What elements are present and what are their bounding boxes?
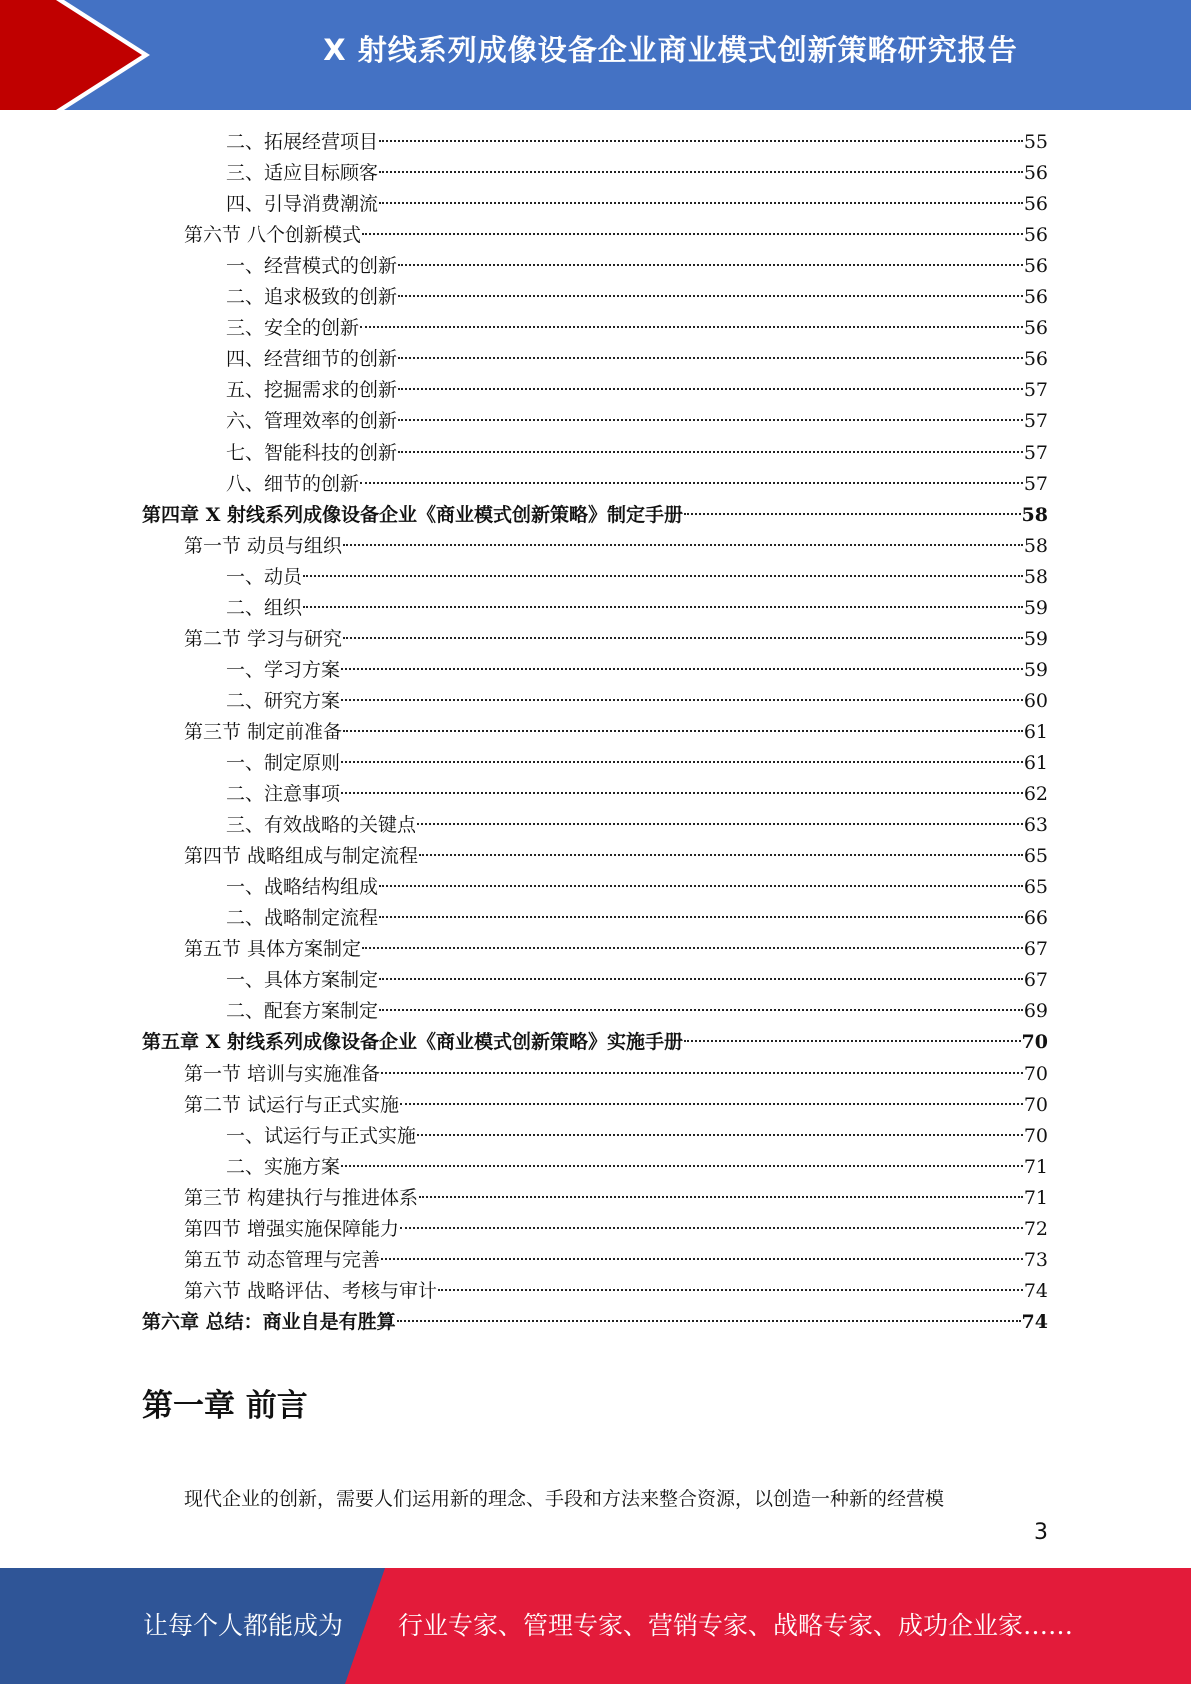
toc-dot-leader [379, 171, 1023, 173]
toc-entry[interactable] [226, 127, 1048, 158]
toc-entry-label: 一、具体方案制定 [226, 969, 379, 992]
toc-entry-label: 七、智能科技的创新 [226, 441, 398, 464]
toc-entry[interactable] [226, 903, 1048, 934]
toc-entry[interactable] [142, 500, 1048, 531]
toc-entry[interactable] [226, 189, 1048, 220]
toc-dot-leader [398, 388, 1023, 390]
toc-dot-leader [381, 1258, 1023, 1260]
toc-entry[interactable] [226, 282, 1048, 313]
toc-entry-page: 56 [1023, 255, 1048, 278]
toc-dot-leader [684, 1040, 1021, 1042]
toc-dot-leader [398, 295, 1023, 297]
toc-entry-page: 56 [1023, 162, 1048, 185]
toc-entry-page: 73 [1023, 1248, 1048, 1271]
header-arrow-icon [0, 0, 150, 110]
toc-entry-page: 70 [1023, 1062, 1048, 1085]
toc-entry-label: 第一节 培训与实施准备 [184, 1062, 381, 1085]
toc-entry[interactable] [184, 1090, 1048, 1121]
toc-entry-page: 56 [1023, 286, 1048, 309]
toc-entry-page: 59 [1023, 627, 1048, 650]
toc-entry[interactable] [184, 531, 1048, 562]
toc-entry-label: 三、有效战略的关键点 [226, 814, 417, 837]
toc-dot-leader [381, 1072, 1023, 1074]
toc-entry-label: 八、细节的创新 [226, 472, 360, 495]
toc-entry-page: 62 [1023, 783, 1048, 806]
toc-dot-leader [419, 1196, 1023, 1198]
toc-entry[interactable] [226, 996, 1048, 1027]
toc-entry-page: 70 [1023, 1124, 1048, 1147]
toc-dot-leader [303, 575, 1023, 577]
toc-entry-label: 二、实施方案 [226, 1155, 341, 1178]
report-title: X 射线系列成像设备企业商业模式创新策略研究报告 [323, 33, 1018, 67]
toc-entry-page: 70 [1023, 1093, 1048, 1116]
footer-slogan-left: 让每个人都能成为 [143, 1611, 344, 1640]
toc-entry-page: 70 [1021, 1031, 1048, 1054]
toc-entry-page: 63 [1023, 814, 1048, 837]
toc-dot-leader [303, 606, 1023, 608]
toc-entry-label: 第六节 八个创新模式 [184, 224, 362, 247]
toc-entry[interactable] [226, 1121, 1048, 1152]
toc-entry-page: 74 [1023, 1279, 1048, 1302]
toc-dot-leader [398, 357, 1023, 359]
toc-entry-label: 一、经营模式的创新 [226, 255, 398, 278]
toc-entry-page: 56 [1023, 348, 1048, 371]
toc-dot-leader [343, 730, 1023, 732]
toc-entry-label: 三、适应目标顾客 [226, 162, 379, 185]
toc-entry-page: 69 [1023, 1000, 1048, 1023]
toc-dot-leader [341, 1165, 1023, 1167]
toc-dot-leader [341, 761, 1023, 763]
toc-entry[interactable] [184, 1059, 1048, 1090]
toc-entry[interactable] [226, 313, 1048, 344]
toc-entry[interactable] [226, 1152, 1048, 1183]
toc-dot-leader [398, 451, 1023, 453]
toc-entry-page: 57 [1023, 379, 1048, 402]
toc-dot-leader [341, 792, 1023, 794]
toc-entry-label: 第五节 具体方案制定 [184, 938, 362, 961]
toc-entry-page: 71 [1023, 1186, 1048, 1209]
toc-entry-page: 56 [1023, 224, 1048, 247]
toc-dot-leader [400, 1227, 1023, 1229]
toc-entry[interactable] [226, 748, 1048, 779]
toc-dot-leader [379, 140, 1023, 142]
toc-entry-label: 四、经营细节的创新 [226, 348, 398, 371]
toc-entry-page: 72 [1023, 1217, 1048, 1240]
toc-dot-leader [341, 668, 1023, 670]
toc-entry[interactable] [226, 406, 1048, 437]
toc-entry-label: 一、战略结构组成 [226, 876, 379, 899]
toc-entry-label: 二、组织 [226, 596, 303, 619]
toc-entry[interactable] [184, 1276, 1048, 1307]
toc-entry[interactable] [226, 593, 1048, 624]
toc-entry-page: 59 [1023, 596, 1048, 619]
toc-entry-label: 二、追求极致的创新 [226, 286, 398, 309]
toc-entry-label: 二、注意事项 [226, 783, 341, 806]
toc-dot-leader [360, 482, 1023, 484]
toc-entry[interactable] [142, 1027, 1048, 1058]
toc-dot-leader [379, 885, 1023, 887]
toc-dot-leader [400, 1103, 1023, 1105]
toc-entry[interactable] [184, 841, 1048, 872]
toc-entry-label: 第三节 构建执行与推进体系 [184, 1186, 419, 1209]
toc-entry-label: 第三节 制定前准备 [184, 720, 343, 743]
toc-entry-page: 57 [1023, 441, 1048, 464]
toc-dot-leader [362, 233, 1023, 235]
toc-entry-page: 71 [1023, 1155, 1048, 1178]
toc-entry-page: 57 [1023, 472, 1048, 495]
toc-entry-page: 67 [1023, 938, 1048, 961]
toc-entry-label: 一、制定原则 [226, 752, 341, 774]
toc-entry[interactable] [184, 220, 1048, 251]
toc-entry[interactable] [226, 158, 1048, 189]
toc-entry-page: 58 [1021, 503, 1048, 526]
toc-entry-page: 66 [1023, 907, 1048, 930]
toc-entry[interactable] [226, 810, 1048, 841]
toc-entry-label: 一、试运行与正式实施 [226, 1124, 417, 1147]
toc-entry[interactable] [226, 344, 1048, 375]
toc-entry-label: 第四节 增强实施保障能力 [184, 1217, 400, 1240]
toc-dot-leader [397, 1320, 1021, 1322]
toc-dot-leader [438, 1289, 1023, 1291]
toc-entry-label: 第四节 战略组成与制定流程 [184, 845, 419, 868]
toc-entry[interactable] [226, 251, 1048, 282]
toc-entry[interactable] [184, 1183, 1048, 1214]
toc-entry-page: 56 [1023, 193, 1048, 216]
toc-entry[interactable] [226, 655, 1048, 686]
toc-entry-page: 55 [1023, 131, 1048, 153]
toc-dot-leader [379, 978, 1023, 980]
toc-entry-label: 第五节 动态管理与完善 [184, 1248, 381, 1271]
toc-entry-page: 61 [1023, 752, 1048, 774]
toc-dot-leader [341, 699, 1023, 701]
toc-dot-leader [417, 823, 1023, 825]
toc-entry[interactable] [184, 717, 1048, 748]
toc-entry-label: 五、挖掘需求的创新 [226, 379, 398, 402]
toc-entry-label: 二、研究方案 [226, 689, 341, 712]
toc-entry-label: 第四章 X 射线系列成像设备企业《商业模式创新策略》制定手册 [142, 503, 683, 526]
toc-entry-page: 65 [1023, 876, 1048, 899]
toc-entry-label: 六、管理效率的创新 [226, 410, 398, 433]
toc-dot-leader [417, 1134, 1023, 1136]
toc-entry[interactable] [226, 375, 1048, 406]
footer-slogan-right: 行业专家、管理专家、营销专家、战略专家、成功企业家…… [398, 1611, 1074, 1640]
header-banner [0, 0, 1191, 110]
toc-dot-leader [379, 202, 1023, 204]
body-paragraph: 现代企业的创新，需要人们运用新的理念、手段和方法来整合资源，以创造一种新的经营模 [184, 1488, 945, 1510]
toc-entry[interactable] [184, 1214, 1048, 1245]
footer-banner [0, 1568, 1191, 1684]
toc-entry-page: 65 [1023, 845, 1048, 868]
toc-entry-page: 67 [1023, 969, 1048, 992]
toc-entry-label: 三、安全的创新 [226, 317, 360, 340]
toc-entry[interactable] [226, 562, 1048, 593]
toc-entry[interactable] [226, 469, 1048, 500]
toc-dot-leader [379, 1009, 1023, 1011]
toc-entry-label: 第二节 学习与研究 [184, 627, 343, 650]
toc-entry-label: 一、学习方案 [226, 658, 341, 681]
toc-dot-leader [684, 513, 1021, 515]
toc-entry[interactable] [226, 779, 1048, 810]
toc-entry[interactable] [142, 1307, 1048, 1338]
toc-dot-leader [379, 916, 1023, 918]
toc-entry[interactable] [226, 686, 1048, 717]
toc-entry-page: 59 [1023, 658, 1048, 681]
toc-entry-label: 第六节 战略评估、考核与审计 [184, 1279, 438, 1302]
toc-dot-leader [360, 326, 1023, 328]
toc-entry[interactable] [226, 872, 1048, 903]
toc-dot-leader [362, 947, 1023, 949]
toc-entry-page: 58 [1023, 565, 1048, 588]
toc-entry-page: 61 [1023, 720, 1048, 743]
toc-entry-label: 第一节 动员与组织 [184, 534, 343, 557]
toc-entry-label: 第二节 试运行与正式实施 [184, 1093, 400, 1116]
toc-entry[interactable] [226, 965, 1048, 996]
toc-entry[interactable] [184, 624, 1048, 655]
toc-entry-label: 一、动员 [226, 565, 303, 588]
toc-dot-leader [343, 544, 1023, 546]
toc-dot-leader [398, 419, 1023, 421]
toc-dot-leader [419, 854, 1023, 856]
toc-entry[interactable] [184, 934, 1048, 965]
page-number: 3 [1034, 1520, 1048, 1545]
toc-entry-page: 74 [1021, 1310, 1048, 1333]
toc-entry-label: 四、引导消费潮流 [226, 193, 379, 216]
toc-dot-leader [398, 264, 1023, 266]
toc-entry-page: 56 [1023, 317, 1048, 340]
toc-entry-page: 60 [1023, 689, 1048, 712]
toc-entry[interactable] [226, 438, 1048, 469]
toc-entry-label: 二、战略制定流程 [226, 907, 379, 930]
toc-dot-leader [343, 637, 1023, 639]
toc-entry-label: 第五章 X 射线系列成像设备企业《商业模式创新策略》实施手册 [142, 1031, 683, 1054]
toc-entry-page: 58 [1023, 534, 1048, 557]
toc-entry-label: 第六章 总结：商业自是有胜算 [142, 1310, 396, 1333]
toc-entry[interactable] [184, 1245, 1048, 1276]
toc-entry-page: 57 [1023, 410, 1048, 433]
chapter-heading: 第一章 前言 [142, 1388, 308, 1424]
toc-entry-label: 二、拓展经营项目 [226, 131, 379, 153]
toc-entry-label: 二、配套方案制定 [226, 1000, 379, 1023]
